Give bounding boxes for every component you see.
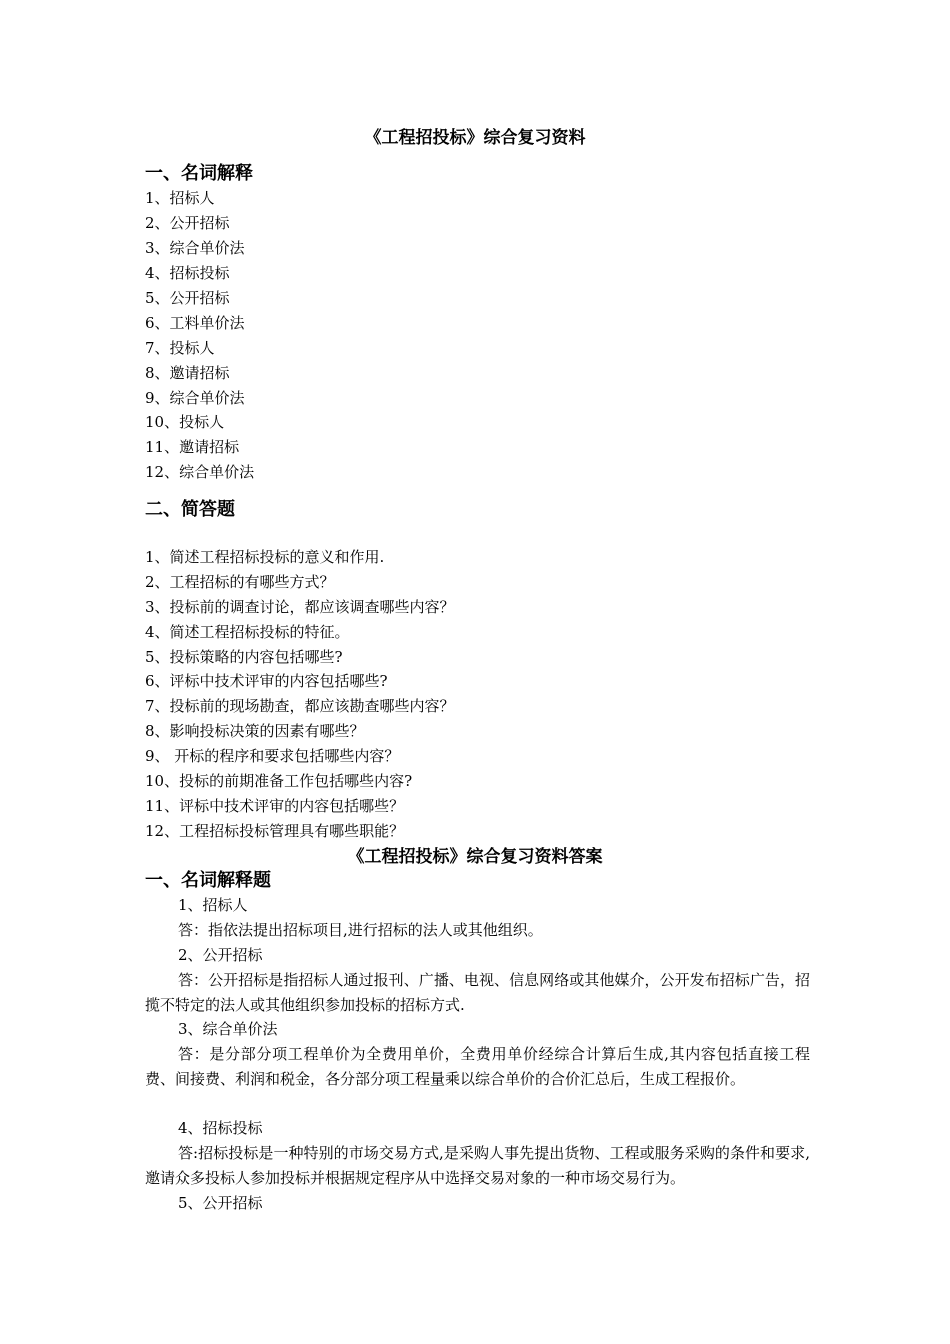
question-item: 9、 开标的程序和要求包括哪些内容？ bbox=[145, 747, 400, 765]
section-heading-terms: 一、名词解释 bbox=[145, 163, 253, 184]
term-item: 3、综合单价法 bbox=[145, 239, 245, 257]
term-item: 9、综合单价法 bbox=[145, 389, 245, 407]
term-item: 5、公开招标 bbox=[145, 289, 230, 307]
answer-term: 4、招标投标 bbox=[178, 1119, 263, 1137]
document-title: 《工程招投标》综合复习资料 bbox=[364, 128, 586, 148]
term-item: 1、招标人 bbox=[145, 189, 215, 207]
answers-title: 《工程招投标》综合复习资料答案 bbox=[347, 847, 603, 867]
term-item: 8、邀请招标 bbox=[145, 364, 230, 382]
question-item: 10、投标的前期准备工作包括哪些内容? bbox=[145, 772, 413, 790]
answer-term: 1、招标人 bbox=[178, 896, 248, 914]
term-item: 4、招标投标 bbox=[145, 264, 230, 282]
question-item: 5、投标策略的内容包括哪些? bbox=[145, 648, 343, 666]
answer-text: 答:招标投标是一种特别的市场交易方式,是采购人事先提出货物、工程或服务采购的条件和要求,邀请众多投标人参加投标并根据规定程序从中选择交易对象的一种市场交易行为。 bbox=[145, 1144, 810, 1187]
term-item: 10、投标人 bbox=[145, 413, 225, 431]
answer-text: 答：公开招标是指招标人通过报刊、广播、电视、信息网络或其他媒介，公开发布招标广告，招揽不特定的法人或其他组织参加投标的招标方式. bbox=[145, 971, 810, 1014]
term-item: 7、投标人 bbox=[145, 339, 215, 357]
question-item: 4、简述工程招标投标的特征。 bbox=[145, 623, 350, 641]
section-heading-short-answer: 二、简答题 bbox=[145, 499, 235, 520]
answers-section-heading: 一、名词解释题 bbox=[145, 870, 271, 891]
term-item: 6、工料单价法 bbox=[145, 314, 245, 332]
question-item: 12、工程招标投标管理具有哪些职能？ bbox=[145, 822, 405, 840]
term-item: 11、邀请招标 bbox=[145, 438, 240, 456]
answer-text: 答：指依法提出招标项目,进行招标的法人或其他组织。 bbox=[178, 921, 543, 939]
question-item: 1、简述工程招标投标的意义和作用. bbox=[145, 548, 385, 566]
question-item: 7、投标前的现场勘查，都应该勘查哪些内容？ bbox=[145, 697, 455, 715]
question-item: 6、评标中技术评审的内容包括哪些? bbox=[145, 672, 388, 690]
question-item: 8、影响投标决策的因素有哪些？ bbox=[145, 722, 365, 740]
question-item: 11、评标中技术评审的内容包括哪些？ bbox=[145, 797, 405, 815]
answer-term: 5、公开招标 bbox=[178, 1194, 263, 1212]
answer-text: 答：是分部分项工程单价为全费用单价，全费用单价经综合计算后生成,其内容包括直接工程费、间接费、利润和税金，各分部分项工程量乘以综合单价的合价汇总后，生成工程报价。 bbox=[145, 1045, 810, 1088]
term-item: 12、综合单价法 bbox=[145, 463, 255, 481]
answer-term: 2、公开招标 bbox=[178, 946, 263, 964]
term-item: 2、公开招标 bbox=[145, 214, 230, 232]
question-item: 2、工程招标的有哪些方式？ bbox=[145, 573, 335, 591]
answer-term: 3、综合单价法 bbox=[178, 1020, 278, 1038]
question-item: 3、投标前的调查讨论，都应该调查哪些内容？ bbox=[145, 598, 455, 616]
